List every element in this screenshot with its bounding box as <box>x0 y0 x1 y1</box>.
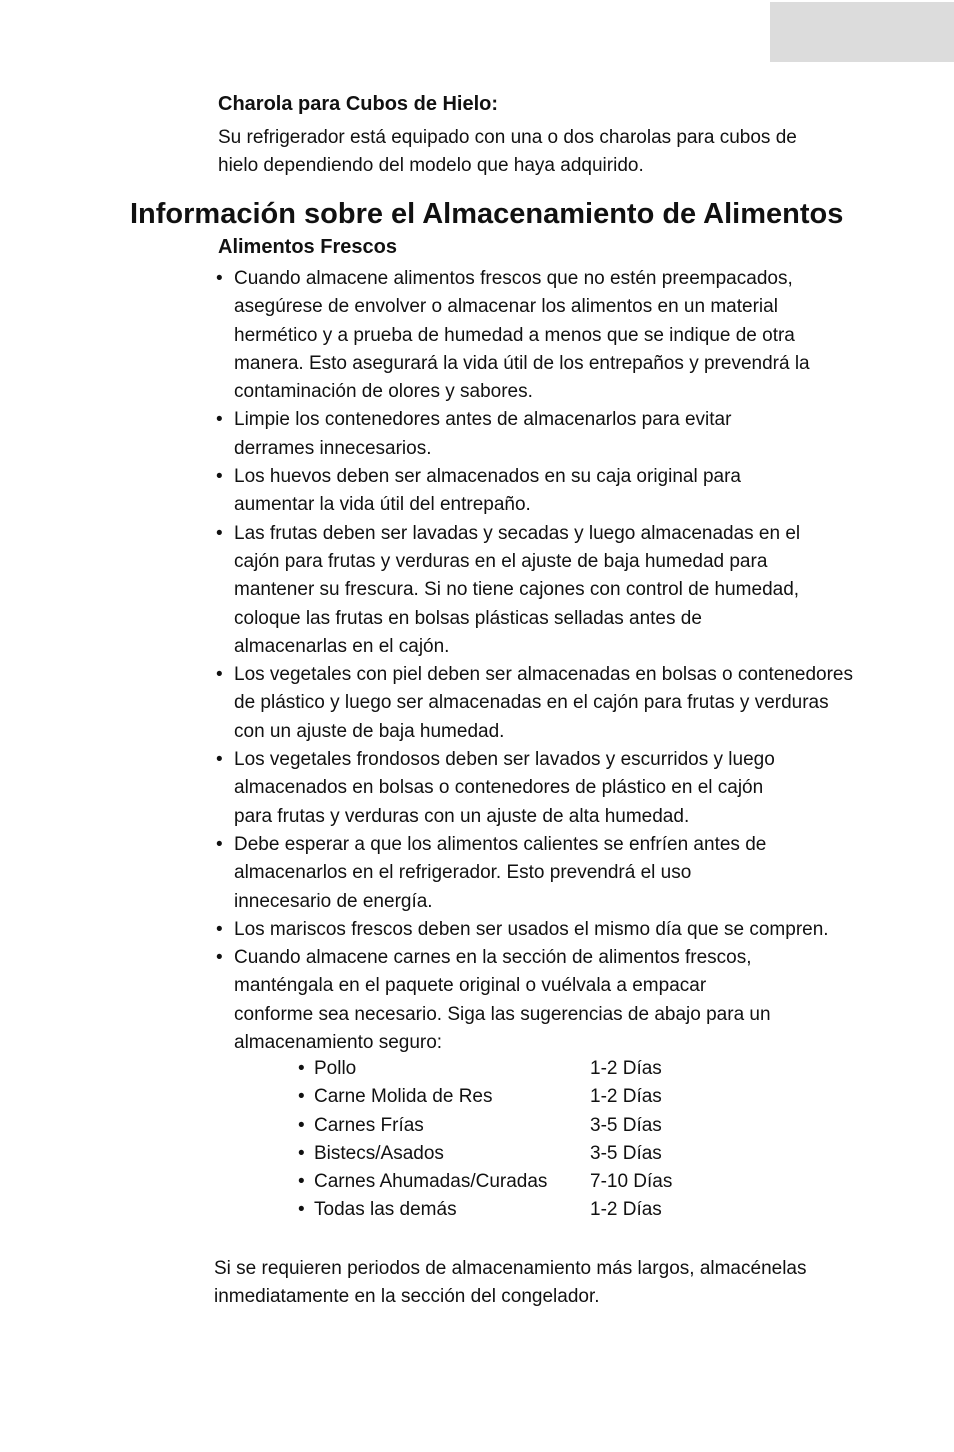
bullet-line: Debe esperar a que los alimentos calientes se enfríen antes de <box>234 833 767 855</box>
footer-line: inmediatamente en la sección del congelador. <box>214 1286 600 1308</box>
bullet-dot: • <box>298 1114 305 1136</box>
bullet-item <box>216 916 872 944</box>
bullet-item <box>216 265 872 406</box>
bullet-item <box>216 463 872 520</box>
bullet-dot: • <box>216 749 223 771</box>
bullet-line: Cuando almacene carnes en la sección de alimentos frescos, <box>234 947 752 969</box>
meat-days: 1-2 Días <box>590 1086 662 1108</box>
bullet-line: almacenarlas en el cajón. <box>234 635 450 657</box>
bullet-item <box>216 746 872 831</box>
bullet-line: manténgala en el paquete original o vuélvala a empacar <box>234 975 707 997</box>
bullet-line: asegúrese de envolver o almacenar los alimentos en un material <box>234 296 778 318</box>
bullet-line: derrames innecesarios. <box>234 437 432 459</box>
bullet-item <box>216 944 872 1057</box>
bullet-line: hermético y a prueba de humedad a menos que se indique de otra <box>234 324 795 346</box>
bullet-dot: • <box>216 522 223 544</box>
footer-note <box>214 1255 807 1312</box>
bullet-line: Los vegetales frondosos deben ser lavados y escurridos y luego <box>234 749 775 771</box>
fresh-foods-heading: Alimentos Frescos <box>218 236 397 258</box>
bullet-dot: • <box>298 1058 305 1079</box>
meat-item <box>298 1055 590 1083</box>
bullet-line: Los mariscos frescos deben ser usados el mismo día que se compren. <box>234 918 829 940</box>
meat-row <box>298 1140 718 1168</box>
meat-name: Pollo <box>314 1058 357 1079</box>
bullet-dot: • <box>298 1199 305 1221</box>
bullet-line: manera. Esto asegurará la vida útil de los entrepaños y prevendrá la <box>234 352 810 374</box>
ice-tray-line: hielo dependiendo del modelo que haya adquirido. <box>218 155 644 177</box>
bullet-dot: • <box>216 833 223 855</box>
fresh-foods-list <box>216 265 872 1057</box>
bullet-item <box>216 520 872 661</box>
meat-name: Carnes Frías <box>314 1114 424 1136</box>
meat-days: 7-10 Días <box>590 1171 673 1193</box>
bullet-line: Las frutas deben ser lavadas y secadas y luego almacenadas en el <box>234 522 801 544</box>
meat-days: 1-2 Días <box>590 1199 662 1221</box>
meat-item <box>298 1112 590 1140</box>
meat-name: Carne Molida de Res <box>314 1086 493 1108</box>
meat-row <box>298 1083 718 1111</box>
bullet-dot: • <box>216 664 223 686</box>
meat-storage-table <box>298 1055 718 1225</box>
footer-line: Si se requieren periodos de almacenamiento más largos, almacénelas <box>214 1258 807 1279</box>
bullet-line: aumentar la vida útil del entrepaño. <box>234 494 531 516</box>
meat-name: Todas las demás <box>314 1199 457 1221</box>
bullet-line: conforme sea necesario. Siga las sugerencias de abajo para un <box>234 1003 771 1025</box>
bullet-line: almacenarlos en el refrigerador. Esto prevendrá el uso <box>234 862 692 884</box>
bullet-line: innecesario de energía. <box>234 890 433 912</box>
bullet-dot: • <box>216 466 223 488</box>
bullet-dot: • <box>216 918 223 940</box>
meat-row <box>298 1196 718 1224</box>
bullet-dot: • <box>216 947 223 969</box>
bullet-dot: • <box>298 1086 305 1108</box>
ice-tray-heading: Charola para Cubos de Hielo: <box>218 93 499 115</box>
bullet-line: Limpie los contenedores antes de almacenarlos para evitar <box>234 409 732 431</box>
bullet-line: Los vegetales con piel deben ser almacenadas en bolsas o contenedores <box>234 664 853 686</box>
bullet-line: Los huevos deben ser almacenados en su caja original para <box>234 466 741 488</box>
bullet-dot: • <box>298 1142 305 1164</box>
meat-days: 3-5 Días <box>590 1114 662 1136</box>
bullet-line: para frutas y verduras con un ajuste de alta humedad. <box>234 805 690 827</box>
meat-item <box>298 1083 590 1111</box>
bullet-line: mantener su frescura. Si no tiene cajones con control de humedad, <box>234 579 800 601</box>
meat-row <box>298 1168 718 1196</box>
meat-row <box>298 1112 718 1140</box>
meat-days: 1-2 Días <box>590 1058 662 1079</box>
meat-days: 3-5 Días <box>590 1142 662 1164</box>
bullet-line: coloque las frutas en bolsas plásticas selladas antes de <box>234 607 702 629</box>
bullet-item <box>216 406 872 463</box>
meat-item <box>298 1168 590 1196</box>
meat-item <box>298 1196 590 1224</box>
bullet-line: cajón para frutas y verduras en el ajuste de baja humedad para <box>234 550 768 572</box>
bullet-item <box>216 831 872 916</box>
bullet-line: Cuando almacene alimentos frescos que no estén preempacados, <box>234 268 793 289</box>
bullet-line: de plástico y luego ser almacenadas en el cajón para frutas y verduras <box>234 692 829 714</box>
bullet-dot: • <box>216 268 223 289</box>
meat-item <box>298 1140 590 1168</box>
bullet-line: contaminación de olores y sabores. <box>234 381 533 403</box>
bullet-dot: • <box>216 409 223 431</box>
meat-name: Carnes Ahumadas/Curadas <box>314 1171 548 1193</box>
page-title: Información sobre el Almacenamiento de Alimentos <box>130 198 844 230</box>
ice-tray-text <box>218 124 797 181</box>
bullet-item <box>216 661 872 746</box>
bullet-line: con un ajuste de baja humedad. <box>234 720 505 742</box>
bullet-line: almacenados en bolsas o contenedores de plástico en el cajón <box>234 777 764 799</box>
bullet-dot: • <box>298 1171 305 1193</box>
ice-tray-line: Su refrigerador está equipado con una o dos charolas para cubos de <box>218 127 797 148</box>
page-corner-tab <box>770 2 954 62</box>
bullet-line: almacenamiento seguro: <box>234 1032 443 1054</box>
meat-name: Bistecs/Asados <box>314 1142 444 1164</box>
meat-row <box>298 1055 718 1083</box>
